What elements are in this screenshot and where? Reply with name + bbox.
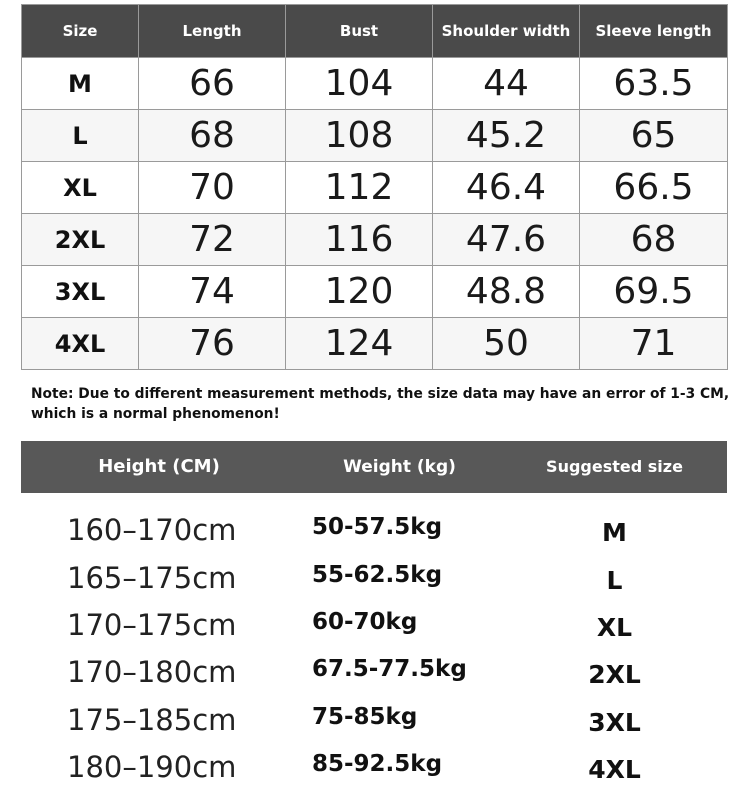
sleeve-length-cell: 63.5 — [580, 58, 728, 110]
sleeve-length-cell: 68 — [580, 214, 728, 266]
height-range: 175–185cm — [67, 703, 237, 737]
weight-range: 85-92.5kg — [312, 751, 443, 777]
sleeve-length-cell: 65 — [580, 110, 728, 162]
suggested-size: 2XL — [588, 660, 641, 689]
header-suggested-size: Suggested size — [546, 457, 683, 476]
header-sleeve-length: Sleeve length — [580, 5, 728, 58]
table-row — [22, 266, 728, 318]
suggested-size: XL — [596, 613, 633, 642]
header-size: Size — [22, 5, 139, 58]
height-range: 170–175cm — [67, 608, 237, 642]
bust-cell: 108 — [286, 110, 433, 162]
length-cell: 70 — [139, 162, 286, 214]
size-chart-header-row — [22, 5, 728, 58]
measurement-note: Note: Due to different measurement methods, the size data may have an error of 1-3 CM, which is a normal phenomenon! — [31, 386, 730, 422]
list-item — [21, 507, 727, 554]
size-cell: 3XL — [22, 266, 139, 318]
list-item — [21, 744, 727, 791]
length-cell: 66 — [139, 58, 286, 110]
table-row — [22, 214, 728, 266]
shoulder-width-cell: 45.2 — [433, 110, 580, 162]
size-cell: 2XL — [22, 214, 139, 266]
sleeve-length-cell: 71 — [580, 318, 728, 370]
header-bust: Bust — [286, 5, 433, 58]
list-item — [21, 649, 727, 696]
length-cell: 68 — [139, 110, 286, 162]
size-chart-table — [21, 4, 728, 370]
header-length: Length — [139, 5, 286, 58]
height-range: 160–170cm — [67, 513, 237, 547]
bust-cell: 104 — [286, 58, 433, 110]
weight-range: 55-62.5kg — [312, 562, 443, 588]
bust-cell: 116 — [286, 214, 433, 266]
bust-cell: 124 — [286, 318, 433, 370]
list-item — [21, 555, 727, 602]
table-row — [22, 110, 728, 162]
height-range: 170–180cm — [67, 655, 237, 689]
suggested-size: L — [606, 566, 623, 595]
length-cell: 74 — [139, 266, 286, 318]
shoulder-width-cell: 46.4 — [433, 162, 580, 214]
table-row — [22, 318, 728, 370]
weight-range: 60-70kg — [312, 609, 418, 635]
list-item — [21, 697, 727, 744]
shoulder-width-cell: 44 — [433, 58, 580, 110]
bust-cell: 112 — [286, 162, 433, 214]
length-cell: 76 — [139, 318, 286, 370]
suggested-size: 3XL — [588, 708, 641, 737]
height-range: 180–190cm — [67, 750, 237, 784]
size-cell: 4XL — [22, 318, 139, 370]
shoulder-width-cell: 47.6 — [433, 214, 580, 266]
bust-cell: 120 — [286, 266, 433, 318]
suggested-size: 4XL — [588, 755, 641, 784]
header-height: Height (CM) — [98, 456, 220, 477]
header-weight: Weight (kg) — [343, 457, 456, 477]
sleeve-length-cell: 66.5 — [580, 162, 728, 214]
shoulder-width-cell: 50 — [433, 318, 580, 370]
shoulder-width-cell: 48.8 — [433, 266, 580, 318]
table-row — [22, 58, 728, 110]
recommendation-header — [21, 441, 727, 493]
table-row — [22, 162, 728, 214]
header-shoulder-width: Shoulder width — [433, 5, 580, 58]
sleeve-length-cell: 69.5 — [580, 266, 728, 318]
size-cell: M — [22, 58, 139, 110]
length-cell: 72 — [139, 214, 286, 266]
size-cell: XL — [22, 162, 139, 214]
weight-range: 75-85kg — [312, 704, 418, 730]
weight-range: 50-57.5kg — [312, 514, 443, 540]
weight-range: 67.5-77.5kg — [312, 656, 467, 682]
height-range: 165–175cm — [67, 561, 237, 595]
list-item — [21, 602, 727, 649]
size-cell: L — [22, 110, 139, 162]
suggested-size: M — [602, 518, 627, 547]
